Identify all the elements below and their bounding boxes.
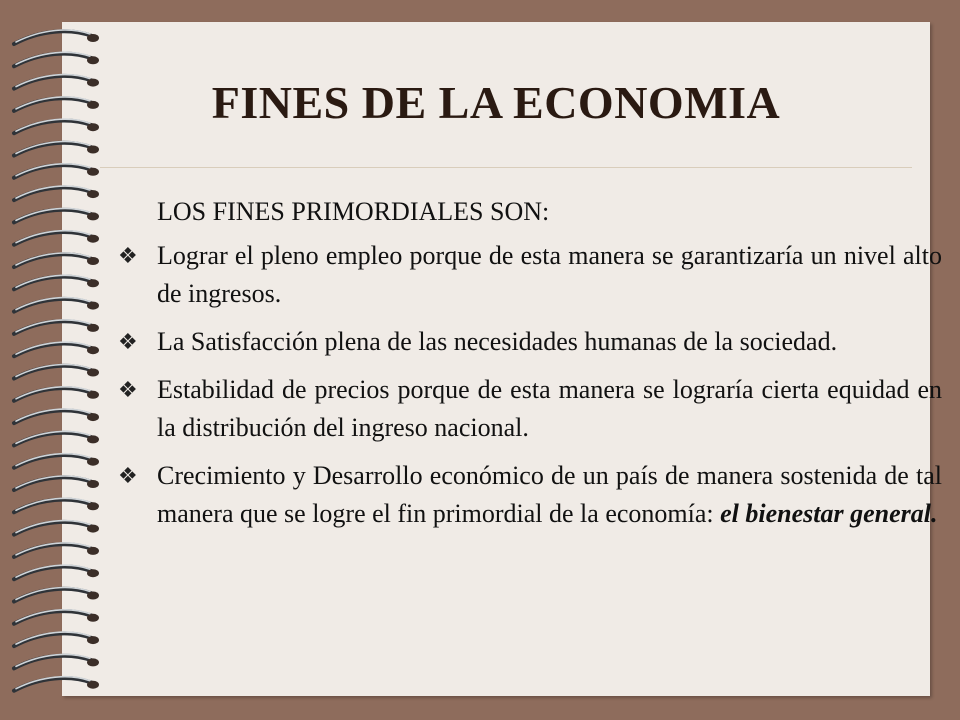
binding-hole <box>87 391 99 399</box>
binding-hole <box>87 547 99 555</box>
binding-hole <box>87 346 99 354</box>
binding-hole <box>87 569 99 577</box>
binding-hole <box>87 235 99 243</box>
list-item <box>118 237 942 313</box>
binding-hole <box>87 369 99 377</box>
slide-title: FINES DE LA ECONOMIA <box>211 77 781 128</box>
binding-hole <box>87 146 99 154</box>
binding-hole <box>87 681 99 689</box>
title-divider <box>100 167 912 168</box>
binding-hole <box>87 56 99 64</box>
bullet-icon: ❖ <box>118 463 138 488</box>
binding-hole <box>87 212 99 220</box>
binding-hole <box>87 190 99 198</box>
binding-hole <box>87 636 99 644</box>
binding-hole <box>87 324 99 332</box>
binding-hole <box>87 458 99 466</box>
list-item-text: Estabilidad de precios porque de esta manera se lograría cierta equidad en la distribución del ingreso nacional. <box>157 375 942 442</box>
slide-subtitle: LOS FINES PRIMORDIALES SON: <box>157 197 550 226</box>
binding-hole <box>87 658 99 666</box>
binding-hole <box>87 614 99 622</box>
list-item <box>118 323 942 361</box>
bullet-list <box>118 237 942 543</box>
list-item <box>118 371 942 447</box>
binding-hole <box>87 279 99 287</box>
binding-hole <box>87 257 99 265</box>
binding-hole <box>87 34 99 42</box>
list-item <box>118 457 942 533</box>
binding-hole <box>87 480 99 488</box>
binding-hole <box>87 413 99 421</box>
list-item-text: La Satisfacción plena de las necesidades humanas de la sociedad. <box>157 327 838 356</box>
list-item-text: Crecimiento y Desarrollo económico de un país de manera sostenida de tal manera que se logre el fin primordial de la economía: <box>157 461 942 528</box>
bullet-icon: ❖ <box>118 243 138 268</box>
binding-hole <box>87 525 99 533</box>
binding-hole <box>87 168 99 176</box>
bullet-icon: ❖ <box>118 377 138 402</box>
binding-hole <box>87 592 99 600</box>
list-item-text: Lograr el pleno empleo porque de esta manera se garantizaría un nivel alto de ingresos. <box>157 241 942 308</box>
binding-hole <box>87 302 99 310</box>
binding-hole <box>87 435 99 443</box>
emphasized-phrase: el bienestar general. <box>720 499 938 528</box>
bullet-icon: ❖ <box>118 329 138 354</box>
binding-hole <box>87 502 99 510</box>
